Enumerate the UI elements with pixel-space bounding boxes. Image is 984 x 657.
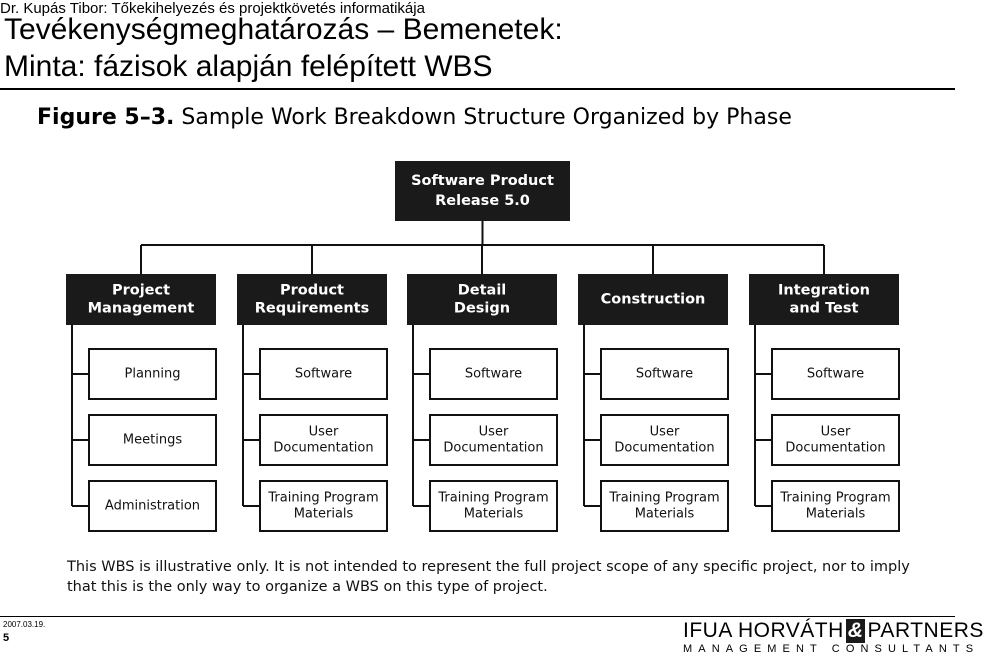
work-package-label: Meetings <box>122 432 183 448</box>
work-package-label: Training Program Materials <box>609 490 720 522</box>
work-package-label: User Documentation <box>273 424 374 456</box>
work-package-label: Training Program Materials <box>438 490 549 522</box>
logo-name-part1: IFUA HORVÁTH <box>683 619 844 642</box>
phase-label: Product Requirements <box>254 282 370 317</box>
work-package-label: Software <box>635 366 694 382</box>
slide-title: Tevékenységmeghatározás – Bemenetek: <box>4 13 563 46</box>
work-package-label: User Documentation <box>785 424 886 456</box>
work-package-label: Software <box>806 366 865 382</box>
work-package-label: Training Program Materials <box>268 490 379 522</box>
phase-label: Construction <box>600 291 706 308</box>
work-package-label: Training Program Materials <box>780 490 891 522</box>
logo-name-part2: PARTNERS <box>867 619 984 642</box>
slide-subtitle: Minta: fázisok alapján felépített WBS <box>4 50 493 83</box>
logo-tagline: MANAGEMENT CONSULTANTS <box>683 643 980 655</box>
figure-number: Figure 5–3. <box>37 105 175 130</box>
page-number: 5 <box>3 632 10 644</box>
wbs-root-label: Software Product Release 5.0 <box>411 173 554 209</box>
footer-date: 2007.03.19. <box>3 620 46 629</box>
work-package-label: User Documentation <box>443 424 544 456</box>
author-line: Dr. Kupás Tibor: Tőkekihelyezés és projektkövetés informatikája <box>0 0 425 17</box>
company-logo <box>683 619 984 643</box>
wbs-root-box <box>395 161 570 221</box>
footer-divider <box>0 616 955 617</box>
work-package-label: Planning <box>124 366 181 382</box>
phase-label: Project Management <box>87 282 195 317</box>
figure-note: This WBS is illustrative only. It is not intended to represent the full project scope of any specific project, nor to imply that this is the only way to organize a WBS on this type of project. <box>67 559 910 595</box>
logo-ampersand: & <box>847 619 864 642</box>
work-package-label: Administration <box>104 498 201 514</box>
phase-label: Integration and Test <box>778 282 870 317</box>
figure-title: Sample Work Breakdown Structure Organized by Phase <box>174 105 792 130</box>
work-package-label: User Documentation <box>614 424 715 456</box>
phase-label: Detail Design <box>453 282 511 317</box>
work-package-label: Software <box>464 366 523 382</box>
work-package-label: Software <box>294 366 353 382</box>
